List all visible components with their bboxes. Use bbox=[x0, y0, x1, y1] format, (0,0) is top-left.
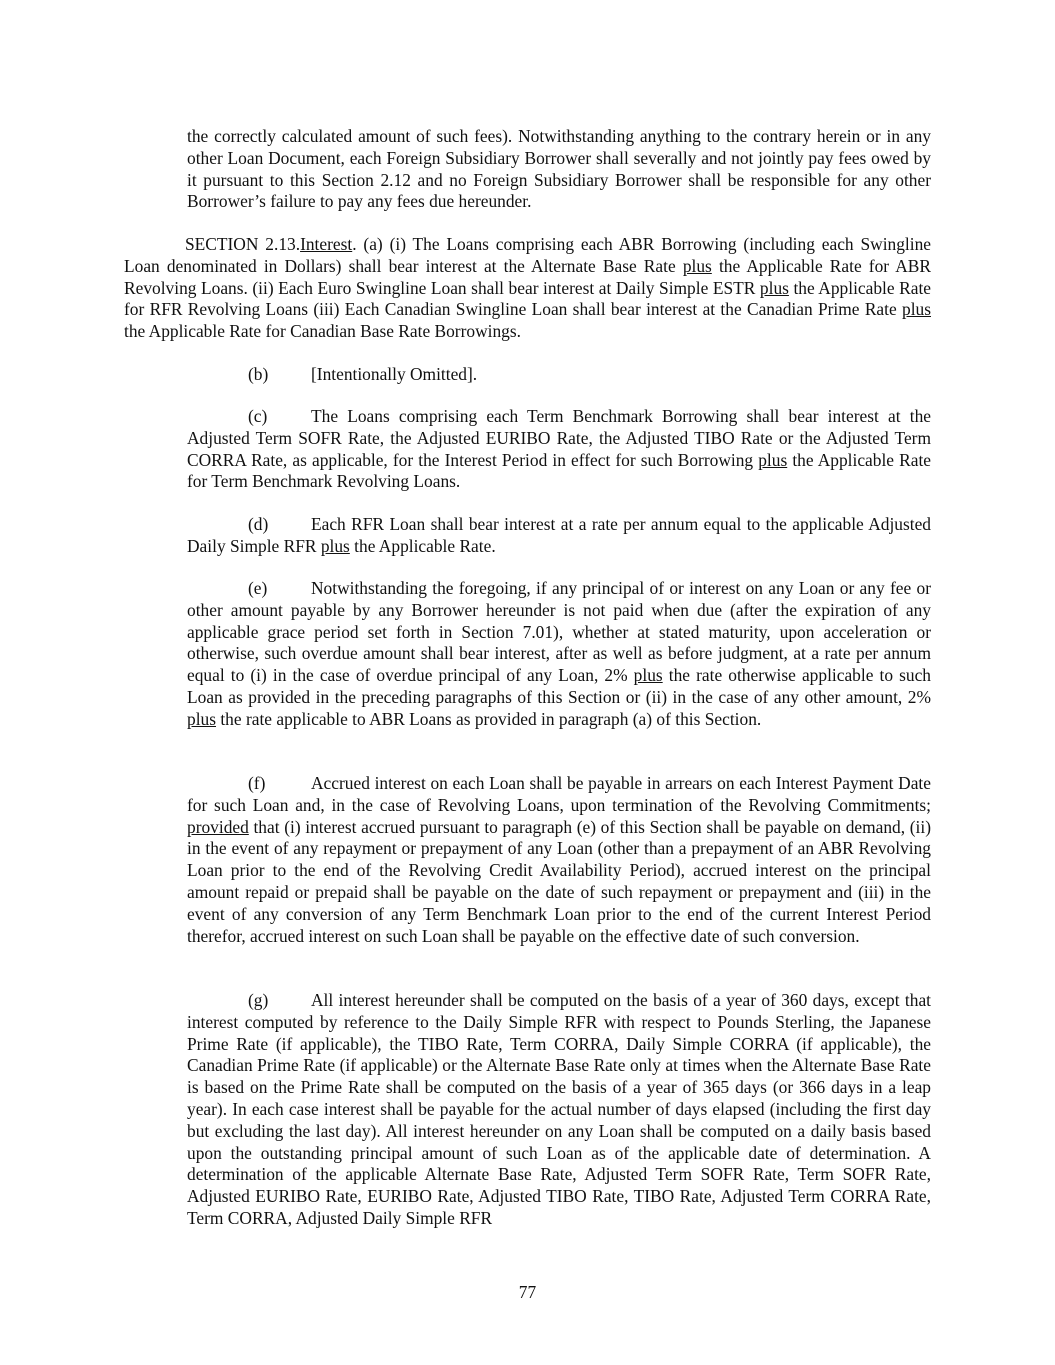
page-number: 77 bbox=[518, 1282, 537, 1302]
paragraph-b: (b) [Intentionally Omitted]. bbox=[248, 364, 478, 384]
paragraph-d: (d) Each RFR Loan shall bear interest at a rate per annum equal to the applicable Adjusted Daily Simple RFR plus the Applicable Rate. bbox=[187, 514, 931, 556]
section-number: SECTION 2.13. bbox=[185, 234, 301, 254]
continuation-paragraph: the correctly calculated amount of such fees). Notwithstanding anything to the contrary herein or in any other Loan Document, each Foreign Subsidiary Borrower shall severally and not jointly pay fees owed by it pursuant to this Section 2.12 and no Foreign Subsidiary Borrower shall be responsible for any other Borrower’s failure to pay any fees due hereunder. bbox=[187, 126, 931, 212]
paragraph-marker: (b) bbox=[248, 364, 269, 384]
paragraph-marker: (d) bbox=[248, 514, 269, 534]
paragraph-marker: (c) bbox=[248, 406, 268, 426]
paragraph-e: (e) Notwithstanding the foregoing, if any principal of or interest on any Loan or any fee or other amount payable by any Borrower hereunder is not paid when due (after the expiration of any applicable grace period set forth in Section 7.01), whether at stated maturity, upon acceleration or otherwise, such overdue amount shall bear interest, after as well as before judgment, at a rate per annum equal to (i) in the case of overdue principal of any Loan, 2% plus the rate otherwise applicable to such Loan as provided in the preceding paragraphs of this Section or (ii) in the case of any other amount, 2% plus the rate applicable to ABR Loans as provided in paragraph (a) of this Section. bbox=[187, 578, 931, 729]
paragraph-c: (c) The Loans comprising each Term Benchmark Borrowing shall bear interest at the Adjusted Term SOFR Rate, the Adjusted EURIBO Rate, the Adjusted TIBO Rate or the Adjusted Term CORRA Rate, as applicable, for the Interest Period in effect for such Borrowing plus the Applicable Rate for Term Benchmark Revolving Loans. bbox=[187, 406, 931, 492]
paragraph-f: (f) Accrued interest on each Loan shall be payable in arrears on each Interest Payment Date for such Loan and, in the case of Revolving Loans, upon termination of the Revolving Commitments; provided that (i) interest accrued pursuant to paragraph (e) of this Section shall be payable on demand, (ii) in the event of any repayment or prepayment of any Loan (other than a prepayment of an ABR Revolving Loan prior to the end of the Revolving Credit Availability Period), accrued interest on the principal amount repaid or prepaid shall be payable on the date of such repayment or prepayment and (iii) in the event of any conversion of any Term Benchmark Loan prior to the end of the current Interest Period therefor, accrued interest on such Loan shall be payable on the effective date of such conversion. bbox=[187, 773, 931, 946]
paragraph-marker: (f) bbox=[248, 773, 266, 793]
paragraph-marker: (g) bbox=[248, 990, 269, 1010]
section-2-13-paragraph-a: SECTION 2.13.Interest. (a) (i) The Loans comprising each ABR Borrowing (including each Swingline Loan denominated in Dollars) shall bear interest at the Alternate Base Rate plus the Applicable Rate for ABR Revolving Loans. (ii) Each Euro Swingline Loan shall bear interest at Daily Simple ESTR plus the Applicable Rate for RFR Revolving Loans (iii) Each Canadian Swingline Loan shall bear interest at the Canadian Prime Rate plus the Applicable Rate for Canadian Base Rate Borrowings. bbox=[124, 234, 932, 342]
paragraph-g: (g) All interest hereunder shall be computed on the basis of a year of 360 days, except that interest computed by reference to the Daily Simple RFR with respect to Pounds Sterling, the Japanese Prime Rate (if applicable), the TIBO Rate, Term CORRA, Daily Simple CORRA (if applicable), the Canadian Prime Rate (if applicable) or the Alternate Base Rate only at times when the Alternate Base Rate is based on the Prime Rate shall be computed on the basis of a year of 365 days (or 366 days in a leap year). In each case interest shall be payable for the actual number of days elapsed (including the first day but excluding the last day). All interest hereunder on any Loan shall be computed on a daily basis based upon the outstanding principal amount of such Loan as of the applicable date of determination. A determination of the applicable Alternate Base Rate, Adjusted Term SOFR Rate, Term SOFR Rate, Adjusted EURIBO Rate, EURIBO Rate, Adjusted TIBO Rate, TIBO Rate, Adjusted Term CORRA Rate, Term CORRA, Adjusted Daily Simple RFR bbox=[187, 990, 931, 1228]
paragraph-marker: (e) bbox=[248, 578, 268, 598]
section-heading: Interest bbox=[300, 234, 353, 254]
